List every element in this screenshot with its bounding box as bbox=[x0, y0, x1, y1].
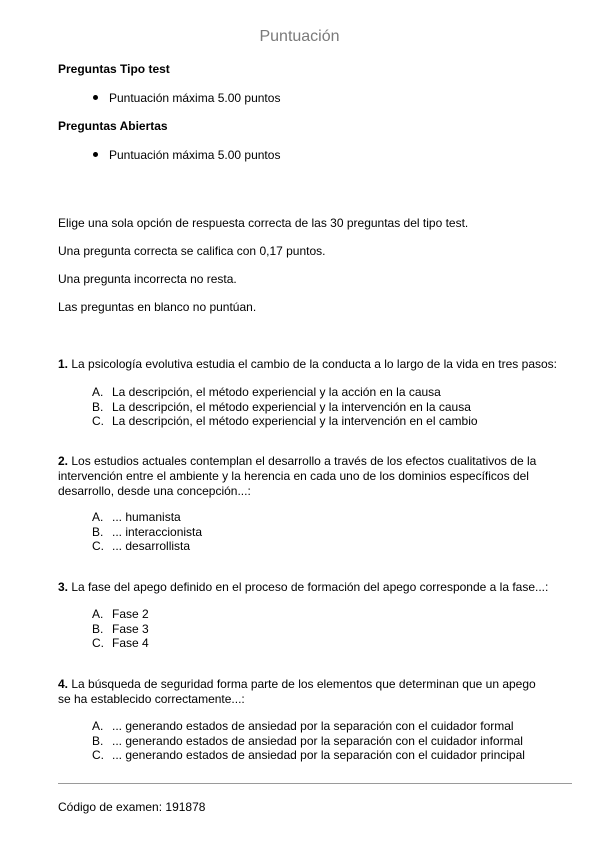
instruction-line: Elige una sola opción de respuesta correcta de las 30 preguntas del tipo test. bbox=[58, 216, 469, 230]
option-letter: B. bbox=[92, 399, 104, 414]
question-2 bbox=[58, 454, 546, 499]
option-text: La descripción, el método experiencial y la intervención en la causa bbox=[112, 399, 471, 414]
question-number: 4. bbox=[58, 677, 69, 691]
option-text: ... interaccionista bbox=[112, 524, 203, 539]
page-title: Puntuación bbox=[259, 28, 340, 45]
option-letter: C. bbox=[92, 539, 104, 554]
question-3-options bbox=[92, 607, 149, 651]
question-2-options bbox=[92, 510, 202, 554]
option-letter: C. bbox=[92, 748, 104, 763]
option-a[interactable] bbox=[92, 719, 525, 734]
option-a[interactable] bbox=[92, 385, 478, 400]
question-4 bbox=[58, 677, 546, 707]
instruction-line: Una pregunta correcta se califica con 0,17 puntos. bbox=[58, 244, 326, 258]
option-b[interactable] bbox=[92, 525, 202, 540]
option-text: Fase 4 bbox=[112, 636, 149, 651]
option-letter: B. bbox=[92, 621, 104, 636]
question-number: 1. bbox=[58, 357, 69, 371]
option-letter: B. bbox=[92, 733, 104, 748]
option-b[interactable] bbox=[92, 734, 525, 749]
instruction-line: Una pregunta incorrecta no resta. bbox=[58, 272, 237, 286]
option-text: ... generando estados de ansiedad por la separación con el cuidador principal bbox=[112, 748, 525, 763]
option-letter: A. bbox=[92, 607, 104, 621]
option-text: La descripción, el método experiencial y la intervención en el cambio bbox=[112, 414, 478, 429]
bullet-icon bbox=[93, 152, 98, 157]
question-text: La búsqueda de seguridad forma parte de los elementos que determinan que un apego se ha establecido correctamente...: bbox=[58, 677, 536, 706]
option-text: Fase 2 bbox=[112, 607, 149, 621]
exam-code: Código de examen: 191878 bbox=[58, 800, 206, 814]
question-3 bbox=[58, 580, 568, 595]
option-text: ... generando estados de ansiedad por la separación con el cuidador formal bbox=[112, 719, 514, 733]
option-text: La descripción, el método experiencial y la acción en la causa bbox=[112, 385, 441, 399]
option-letter: A. bbox=[92, 385, 104, 399]
section-heading-test: Preguntas Tipo test bbox=[58, 62, 170, 76]
option-c[interactable] bbox=[92, 748, 525, 763]
question-1-options bbox=[92, 385, 478, 429]
option-letter: A. bbox=[92, 510, 104, 524]
option-text: ... humanista bbox=[112, 510, 181, 524]
question-number: 2. bbox=[58, 454, 69, 468]
bullet-text: Puntuación máxima 5.00 puntos bbox=[109, 91, 281, 105]
bullet-max-score-test bbox=[93, 91, 280, 105]
question-text: La psicología evolutiva estudia el cambio de la conducta a lo largo de la vida en tres pasos: bbox=[71, 357, 557, 371]
option-c[interactable] bbox=[92, 539, 202, 554]
option-a[interactable] bbox=[92, 607, 149, 622]
bullet-max-score-open bbox=[93, 148, 280, 162]
question-1 bbox=[58, 357, 568, 372]
question-text: Los estudios actuales contemplan el desarrollo a través de los efectos cualitativos de la intervención entre el ambiente y la herencia en cada uno de los dominios específicos del desarrollo, desde una concepción...: bbox=[58, 454, 537, 498]
question-number: 3. bbox=[58, 580, 69, 594]
option-letter: C. bbox=[92, 636, 104, 651]
option-text: Fase 3 bbox=[112, 621, 149, 636]
bullet-text: Puntuación máxima 5.00 puntos bbox=[109, 148, 281, 162]
option-c[interactable] bbox=[92, 636, 149, 651]
footer-divider bbox=[58, 783, 572, 784]
section-heading-open: Preguntas Abiertas bbox=[58, 119, 168, 133]
option-c[interactable] bbox=[92, 414, 478, 429]
option-b[interactable] bbox=[92, 622, 149, 637]
option-text: ... desarrollista bbox=[112, 539, 191, 554]
question-4-options bbox=[92, 719, 525, 763]
option-letter: C. bbox=[92, 414, 104, 429]
option-letter: B. bbox=[92, 524, 104, 539]
option-letter: A. bbox=[92, 719, 104, 733]
instruction-line: Las preguntas en blanco no puntúan. bbox=[58, 300, 257, 314]
option-a[interactable] bbox=[92, 510, 202, 525]
question-text: La fase del apego definido en el proceso de formación del apego corresponde a la fase...: bbox=[71, 580, 549, 594]
option-text: ... generando estados de ansiedad por la separación con el cuidador informal bbox=[112, 733, 523, 748]
option-b[interactable] bbox=[92, 400, 478, 415]
bullet-icon bbox=[93, 95, 98, 100]
